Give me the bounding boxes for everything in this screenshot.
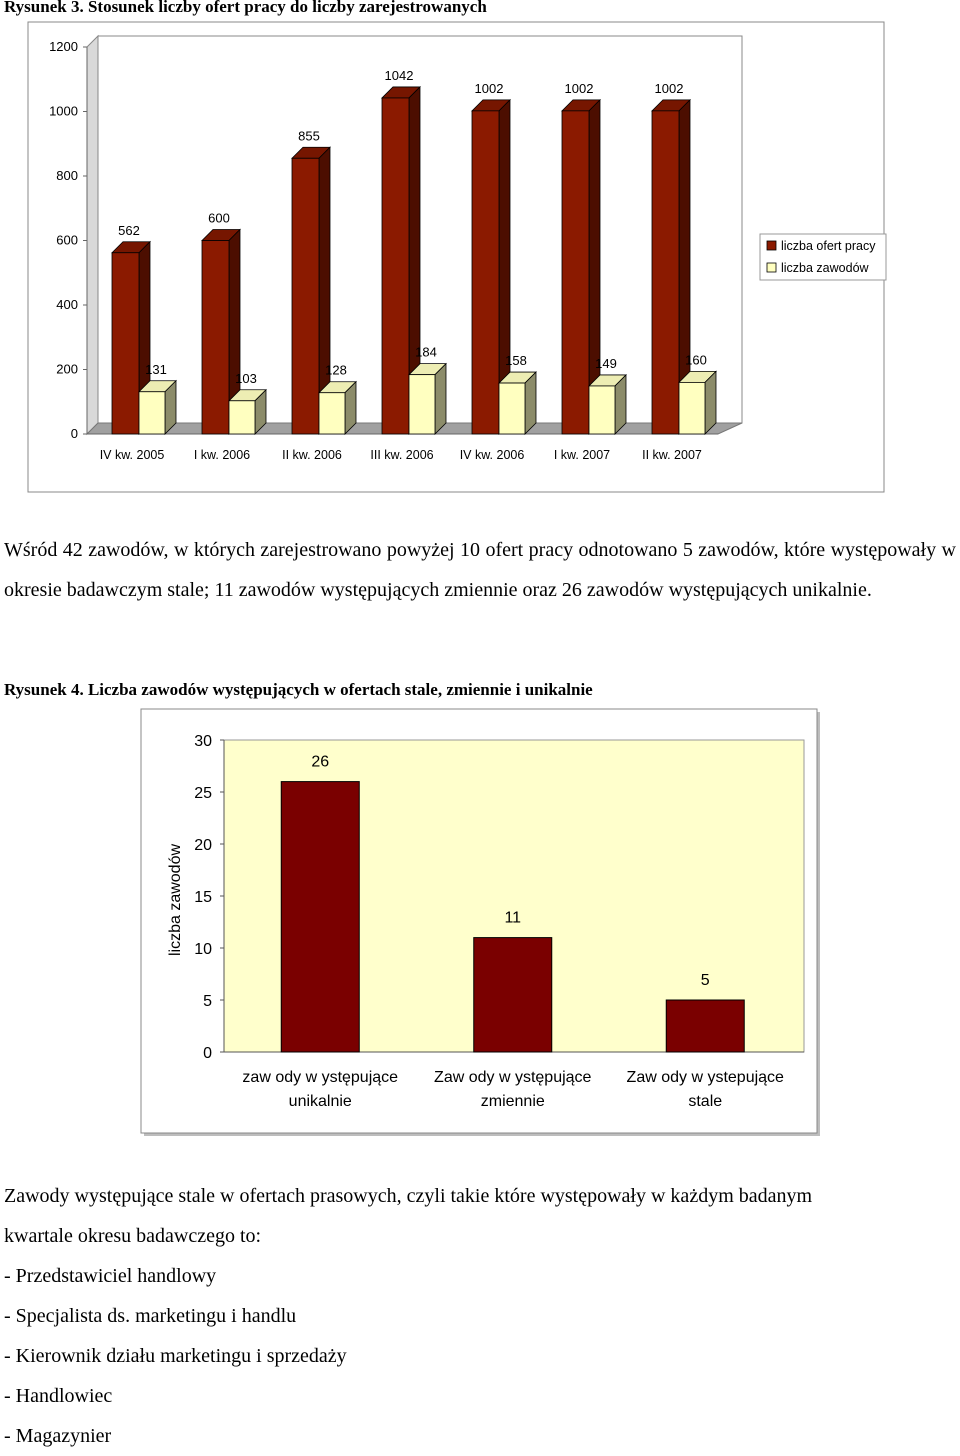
figure3-legend (760, 234, 886, 280)
bar-front (652, 111, 679, 434)
bar-professions (319, 382, 356, 434)
y-tick-label: 1200 (49, 39, 78, 54)
bar-front (409, 375, 435, 434)
x-tick-label: I kw. 2007 (553, 448, 611, 462)
bar-front (679, 382, 705, 434)
data-label: 131 (145, 361, 167, 377)
bar-professions (139, 381, 176, 434)
x-tick-label: I kw. 2006 (193, 448, 251, 462)
bar-front (499, 383, 525, 434)
bar-professions (679, 371, 716, 434)
bar-side (525, 372, 536, 434)
data-label: 11 (504, 909, 522, 927)
y-tick-label: 800 (56, 168, 78, 183)
bar-front (589, 386, 615, 434)
x-tick-label: stale (688, 1093, 723, 1110)
y-tick-label: 200 (56, 361, 78, 377)
data-label: 160 (685, 352, 707, 368)
bar-front (139, 392, 165, 434)
y-tick-label: 5 (203, 993, 212, 1010)
list-item: - Specjalista ds. marketingu i handlu (4, 1305, 297, 1327)
data-label: 1002 (564, 80, 594, 96)
x-tick-label: IV kw. 2005 (99, 448, 165, 462)
paragraph-2 (4, 1176, 812, 1256)
bar-front (229, 401, 255, 434)
x-tick-label: II kw. 2006 (282, 448, 342, 462)
bar-side (435, 364, 446, 434)
data-label: 184 (415, 344, 437, 360)
y-tick-label: 30 (194, 733, 212, 750)
bar-side (615, 375, 626, 434)
x-tick-label: unikalnie (288, 1093, 352, 1110)
bar-front (202, 241, 229, 435)
data-label: 158 (505, 353, 527, 369)
legend-swatch-professions (767, 263, 776, 272)
y-tick-label: 20 (194, 837, 212, 854)
figure4-y-axis-label: liczba zawodów (167, 843, 184, 957)
data-label: 149 (595, 355, 617, 371)
data-label: 103 (235, 370, 257, 386)
legend-label-offers: liczba ofert pracy (781, 239, 876, 253)
data-label: 562 (118, 222, 140, 238)
bar (281, 782, 359, 1052)
paragraph-1-text: Wśród 42 zawodów, w których zarejestrowano powyżej 10 ofert pracy odnotowano 5 zawodów, które występowały w okresie badawczym stale; 11 zawodów występujących zmiennie oraz 26 zawodów występujących unikalnie. (4, 539, 956, 601)
figure4-caption: Rysunek 4. Liczba zawodów występujących w ofertach stale, zmiennie i unikalnie (4, 680, 593, 699)
data-label: 600 (208, 210, 230, 226)
list-item: - Kierownik działu marketingu i sprzedaży (4, 1345, 347, 1367)
list-item: - Handlowiec (4, 1385, 113, 1407)
data-label: 1042 (384, 67, 414, 83)
x-tick-label: Zaw ody w ystępujące (434, 1069, 592, 1086)
y-tick-label: 10 (194, 941, 212, 958)
x-tick-label: zmiennie (480, 1093, 545, 1110)
bar-front (112, 253, 139, 434)
legend-label-professions: liczba zawodów (781, 261, 869, 275)
bar-front (319, 393, 345, 434)
bar (474, 938, 552, 1052)
paragraph-2-line: kwartale okresu badawczego to: (4, 1225, 262, 1247)
y-tick-label: 0 (203, 1045, 212, 1062)
y-tick-label: 400 (56, 297, 78, 312)
professions-list (4, 1256, 347, 1456)
figure4-chart (0, 700, 960, 1145)
x-tick-label: III kw. 2006 (370, 448, 434, 462)
bar-front (472, 111, 499, 434)
bar-professions (499, 372, 536, 434)
x-tick-label: zaw ody w ystępujące (242, 1069, 399, 1086)
data-label: 1002 (654, 80, 684, 96)
bar-professions (409, 364, 446, 434)
y-tick-label: 600 (56, 232, 78, 248)
list-item: - Magazynier (4, 1425, 112, 1447)
y-tick-label: 25 (194, 785, 212, 802)
y-tick-label: 0 (70, 426, 78, 441)
figure3-chart (0, 0, 960, 500)
paragraph-2-line: Zawody występujące stale w ofertach prasowych, czyli takie które występowały w każdym badanym (4, 1185, 813, 1207)
legend-swatch-offers (767, 241, 776, 250)
data-label: 26 (311, 753, 330, 771)
x-tick-label: Zaw ody w ystepujące (626, 1069, 784, 1086)
figure3-caption: Rysunek 3. Stosunek liczby ofert pracy do liczby zarejestrowanych (4, 0, 487, 16)
figure3-side-wall (87, 36, 98, 434)
bar-side (705, 371, 716, 434)
bar (666, 1000, 744, 1052)
y-tick-label: 15 (194, 889, 212, 906)
data-label: 1002 (474, 80, 504, 96)
y-tick-label: 1000 (49, 103, 78, 119)
data-label: 128 (325, 362, 347, 378)
data-label: 855 (298, 128, 320, 144)
bar-front (562, 111, 589, 434)
bar-professions (229, 390, 266, 434)
bar-front (292, 158, 319, 434)
data-label: 5 (700, 972, 710, 989)
bar-professions (589, 375, 626, 434)
list-item: - Przedstawiciel handlowy (4, 1265, 217, 1287)
bar-front (382, 98, 409, 434)
paragraph-1 (4, 530, 956, 610)
x-tick-label: II kw. 2007 (642, 448, 702, 462)
x-tick-label: IV kw. 2006 (459, 448, 525, 462)
